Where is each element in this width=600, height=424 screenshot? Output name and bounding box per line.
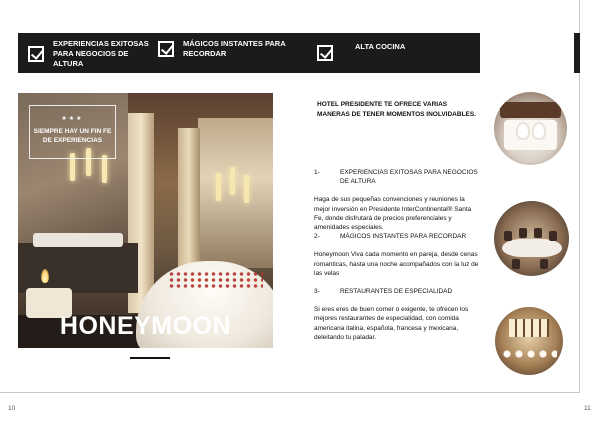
rose-petals [168,271,263,289]
title-underline [130,357,170,359]
intro-heading: HOTEL PRESIDENTE TE OFRECE VARIAS MANERAS DE TENER MOMENTOS INOLVIDABLES. [317,101,477,118]
page-number-right: 11 [584,405,591,412]
section-paragraph: Si eres eres de buen comer o exigente, te ofrecen los mejores restaurantes de especialidad, con comida americana italina, española, francesa y mexicana, deleitando tu paladar. [314,306,469,341]
checkbox-checked-icon [28,46,44,62]
section-heading [314,168,482,186]
hero-title: HONEYMOON [59,312,232,340]
meeting-room-photo [494,201,569,276]
section-heading [314,232,482,241]
section-title: RESTAURANTES DE ESPECIALIDAD [340,288,453,296]
restaurant-photo [495,307,563,375]
banner-item-cocina [317,39,405,61]
feature-banner [18,33,480,73]
checkbox-checked-icon [158,41,174,57]
section-number: 1- [314,169,320,176]
photo-tag-box [29,105,116,159]
section-title: MÁGICOS INSTANTES PARA RECORDAR [340,233,467,241]
candle-flame [41,269,49,283]
section-paragraph: Honeymoon Viva cada momento en pareja, desde cenas romanticas, hasta una noche acompañados con la luz de las velas [314,251,479,277]
honeymoon-bathroom-photo [18,93,273,348]
section-number: 2- [314,233,320,241]
banner-item-label: ALTA COCINA [355,42,406,51]
banner-item-label: EXPERIENCIAS EXITOSAS PARA NEGOCIOS DE ALTURA [53,39,149,68]
checkbox-checked-icon [317,45,333,61]
section-heading [314,287,482,296]
section-title: EXPERIENCIAS EXITOSAS PARA NEGOCIOS DE ALTURA [340,169,478,186]
section-paragraph: Haga de sus pequeñas convenciones y reuniones la mejor inversión en Presidente InterContinental® Santa Fe, donde disfrutará de precios preferenciales y amenidades especiales. [314,196,472,232]
suite-bed-photo [494,92,567,165]
article-body [314,168,482,342]
stars-icon: ★★★ [61,116,84,122]
banner-item-label: MÁGICOS INSTANTES PARA RECORDAR [183,39,286,58]
banner-item-negocios [28,39,158,69]
page-number-left: 10 [8,405,16,412]
page-bottom-edge [0,392,580,393]
next-page-banner-tab [574,33,580,73]
photo-tagline: SIEMPRE HAY UN FIN FE DE EXPERIENCIAS [33,128,112,144]
section-number: 3- [314,288,320,296]
banner-item-instantes [158,39,293,59]
